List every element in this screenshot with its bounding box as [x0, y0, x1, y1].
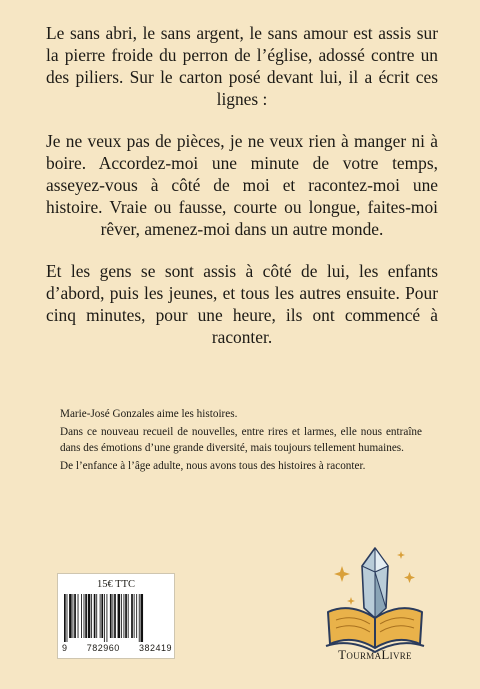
- barcode-bar: [141, 594, 144, 642]
- barcode-bar: [128, 594, 129, 638]
- barcode-bar: [110, 594, 112, 638]
- isbn-digits: [62, 643, 172, 653]
- barcode-bar: [114, 594, 116, 638]
- barcode-bar: [121, 594, 122, 638]
- blurb-line: Marie-José Gonzales aime les histoires.: [60, 408, 238, 420]
- barcode-bar: [88, 594, 91, 638]
- barcode-bar: [85, 594, 87, 638]
- blurb-line: De l’enfance à l’âge adulte, nous avons tous des histoires à raconter.: [60, 460, 366, 473]
- barcode-bar: [107, 594, 108, 642]
- barcode-bar: [69, 594, 72, 638]
- barcode-bar: [118, 594, 121, 638]
- price-label: 15€ TTC: [96, 579, 136, 590]
- paragraph-sign: Je ne veux pas de pièces, je ne veux rien à manger ni à boire. Accordez-moi une minute de votre temps, asseyez-vous à côté de moi et racontez-moi une histoire. Vraie ou fausse, courte ou longue, faites-moi rêver, amenez-moi dans un autre monde.: [46, 131, 438, 239]
- barcode-bar: [134, 594, 135, 638]
- barcode-bar: [91, 594, 92, 638]
- barcode-bar: [139, 594, 140, 642]
- barcode-bar: [100, 594, 101, 638]
- paragraph-people: Et les gens se sont assis à côté de lui, les enfants d’abord, puis les jeunes, et tous les autres ensuite. Pour cinq minutes, pour une heure, ils ont commencé à raconter.: [46, 261, 438, 347]
- barcode-bar: [112, 594, 113, 638]
- barcode-bar: [101, 594, 103, 638]
- isbn-first-digit: 9: [62, 643, 68, 653]
- barcode-label: [57, 573, 175, 659]
- blurb-line: Dans ce nouveau recueil de nouvelles, entre rires et larmes, elle nous entraîne dans des émotions d’une grande diversité, mais toujours tellement humaines.: [60, 426, 422, 454]
- isbn-group-1: 782960: [86, 643, 120, 653]
- barcode-bar: [64, 594, 66, 642]
- barcode-bar: [136, 594, 137, 638]
- barcode-bar: [84, 594, 85, 638]
- publisher-name: TourmaLivre: [338, 647, 412, 662]
- barcode-bar: [81, 594, 82, 638]
- barcode-bar: [125, 594, 127, 638]
- barcode-bar: [94, 594, 96, 638]
- barcode-bar: [67, 594, 68, 642]
- paragraph-intro: Le sans abri, le sans argent, le sans amour est assis sur la pierre froide du perron de l’église, adossé contre un des piliers. Sur le carton posé devant lui, il a écrit ces lignes :: [46, 23, 438, 109]
- barcode-bar: [78, 594, 79, 638]
- author-blurb: [60, 407, 422, 478]
- barcode-bar: [73, 594, 74, 638]
- barcode-bar: [74, 594, 76, 638]
- isbn-group-2: 382419: [138, 643, 172, 653]
- barcode-bar: [96, 594, 97, 638]
- back-cover-text: [46, 22, 438, 368]
- barcode-bar: [124, 594, 125, 638]
- barcode-bar: [131, 594, 133, 638]
- barcode-bar: [104, 594, 105, 642]
- barcode-icon: [62, 594, 172, 642]
